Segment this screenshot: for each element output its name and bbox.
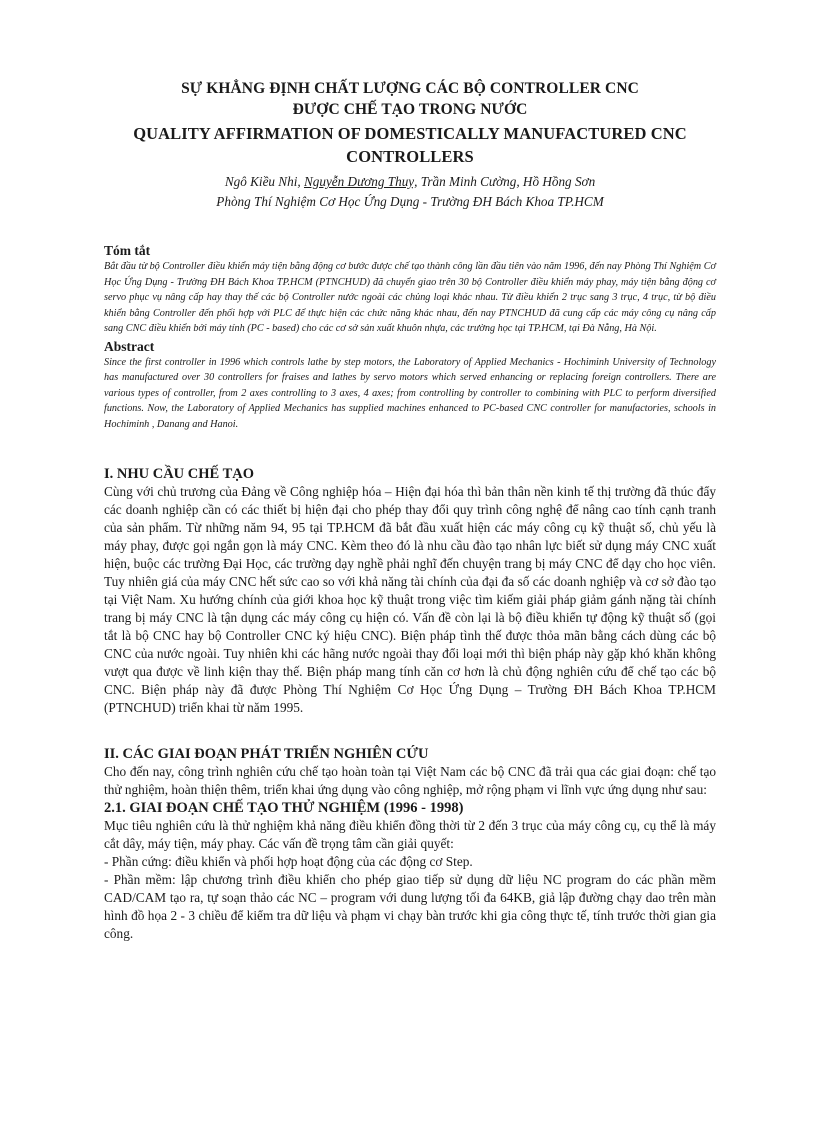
author-1: Ngô Kiều Nhi, <box>224 174 304 189</box>
title-en-line1: QUALITY AFFIRMATION OF DOMESTICALLY MANUFACTURED CNC <box>133 124 687 143</box>
section-1-text: Cùng với chủ trương của Đảng về Công nghiệp hóa – Hiện đại hóa thì bản thân nền kinh tế thị trường đã thúc đẩy các doanh nghiệp cần có các thiết bị hiện đại cho phép thay đổi quy trình công nghệ để nâng cao tính cạnh tranh của sản phẩm. Từ những năm 94, 95 tại TP.HCM đã bắt đầu xuất hiện các máy công cụ kỹ thuật số, chủ yếu là máy phay, được gọi ngắn gọn là máy CNC. Kèm theo đó là nhu cầu đào tạo nhân lực biết sử dụng máy CNC xuất hiện, buộc các trường Đại Học, các trường dạy nghề phải nghĩ đến chuyện trang bị máy CNC để dạy cho học viên. Tuy nhiên giá của máy CNC hết sức cao so với khả năng tài chính của đại đa số các doanh nghiệp và cơ sở đào tạo tại Việt Nam. Xu hướng chính của giới khoa học kỹ thuật trong việc tìm kiếm giải pháp giảm gánh nặng tài chính trang bị máy CNC là tận dụng các máy công cụ hiện có. Vấn đề còn lại là bộ điều khiển tự động kỹ thuật số (gọi tắt là bộ CNC hay bộ Controller CNC ký hiệu CNC). Biện pháp tình thế được thỏa mãn bằng cách dùng các bộ CNC của nước ngoài. Tuy nhiên khi các hãng nước ngoài thay đổi loại mới thì biện pháp này gặp khó khăn không vượt qua được về linh kiện thay thế. Biện pháp mang tính căn cơ hơn là chủ động nghiên cứu để chế tạo các bộ CNC. Biện pháp này đã được Phòng Thí Nghiệm Cơ Học Ứng Dụng – Trường ĐH Bách Khoa TP.HCM (PTNCHUD) triển khai từ năm 1995. <box>104 484 716 715</box>
title-english <box>104 122 716 168</box>
affiliation: Phòng Thí Nghiệm Cơ Học Ứng Dụng - Trường ĐH Bách Khoa TP.HCM <box>216 194 604 209</box>
tomtat-heading: Tóm tắt <box>104 243 151 258</box>
title-vietnamese <box>104 78 716 120</box>
section-2-1-paragraph-2: - Phần cứng: điều khiển và phối hợp hoạt động của các động cơ Step. <box>104 854 473 869</box>
section-1-heading: I. NHU CẦU CHẾ TẠO <box>104 466 254 482</box>
section-2-heading: II. CÁC GIAI ĐOẠN PHÁT TRIỂN NGHIÊN CỨU <box>104 746 429 762</box>
section-2-1-paragraph-3: - Phần mềm: lập chương trình điều khiển cho phép giao tiếp sử dụng dữ liệu NC program do các phần mềm CAD/CAM tạo ra, tự soạn thảo các NC – program với dung lượng tối đa 64KB, giả lập đường chạy dao trên màn hình đồ họa 2 - 3 chiều để kiểm tra dữ liệu và phạm vi chạy bàn trước khi gia công thực tế, tính trước thời gian gia công. <box>104 872 716 941</box>
title-en-line2: CONTROLLERS <box>346 147 474 166</box>
abstract-text: Since the first controller in 1996 which controls lathe by step motors, the Laboratory of Applied Mechanics - Hochiminh University of Technology has manufactured over 30 controllers for fraises and lathes by servo motors which served enhancing or replacing foreign controllers. There are various types of controller, from 2 axes controlling to 3 axes, 4 axes; from controlling by controller to combining with PLC to perform diversified functions. Now, the Laboratory of Applied Mechanics has supplied machines enhanced to PC-based CNC controller for manufactories, schools in Hochiminh , Danang and Hanoi. <box>104 356 716 430</box>
abstract-heading: Abstract <box>104 338 155 354</box>
section-2-text: Cho đến nay, công trình nghiên cứu chế tạo hoàn toàn tại Việt Nam các bộ CNC đã trải qua các giai đoạn: chế tạo thử nghiệm, hoàn thiện thêm, triển khai ứng dụng vào công nghiệp, mở rộng phạm vi lĩnh vực ứng dụng như sau: <box>104 764 716 797</box>
paper-page <box>104 78 716 943</box>
author-2-corresponding: Nguyễn Dương Thuỵ <box>303 174 415 189</box>
title-vn-line1: SỰ KHẲNG ĐỊNH CHẤT LƯỢNG CÁC BỘ CONTROLLER CNC <box>181 80 639 97</box>
section-2-1-paragraph-1: Mục tiêu nghiên cứu là thử nghiệm khả năng điều khiển đồng thời từ 2 đến 3 trục của máy công cụ, cụ thể là máy cắt dây, máy tiện, máy phay. Các vấn đề trọng tâm cần giải quyết: <box>104 818 716 851</box>
section-2-1-heading: 2.1. GIAI ĐOẠN CHẾ TẠO THỬ NGHIỆM (1996 - 1998) <box>104 800 464 816</box>
title-vn-line2: ĐƯỢC CHẾ TẠO TRONG NƯỚC <box>292 101 528 118</box>
tomtat-text: Bắt đầu từ bộ Controller điều khiển máy tiện bằng động cơ bước được chế tạo thành công lần đầu tiên vào năm 1996, đến nay Phòng Thí Nghiệm Cơ Học Ứng Dụng - Trường ĐH Bách Khoa TP.HCM (PTNCHUD) đã chuyển giao trên 30 bộ Controller điều khiển máy phay, máy tiện bằng động cơ servo phục vụ nâng cấp hay thay thế các bộ Controller nước ngoài các chủng loại khác nhau. Từ điều khiển 2 trục sang 3 trục, 4 trục, từ bộ điều khiển bằng Controller đến phối hợp với PLC để thực hiện các chức năng khác nhau, đến nay PTNCHUD đã cung cấp các máy công cụ nâng cấp sang CNC điều khiển bởi máy tính (PC - based) cho các cơ sở sản xuất khuôn nhựa, các trường học tại TP.HCM, tại Đà Nẵng, Hà Nội. <box>104 261 716 334</box>
author-list <box>104 172 716 192</box>
author-others: , Trần Minh Cường, Hồ Hồng Sơn <box>414 174 596 189</box>
